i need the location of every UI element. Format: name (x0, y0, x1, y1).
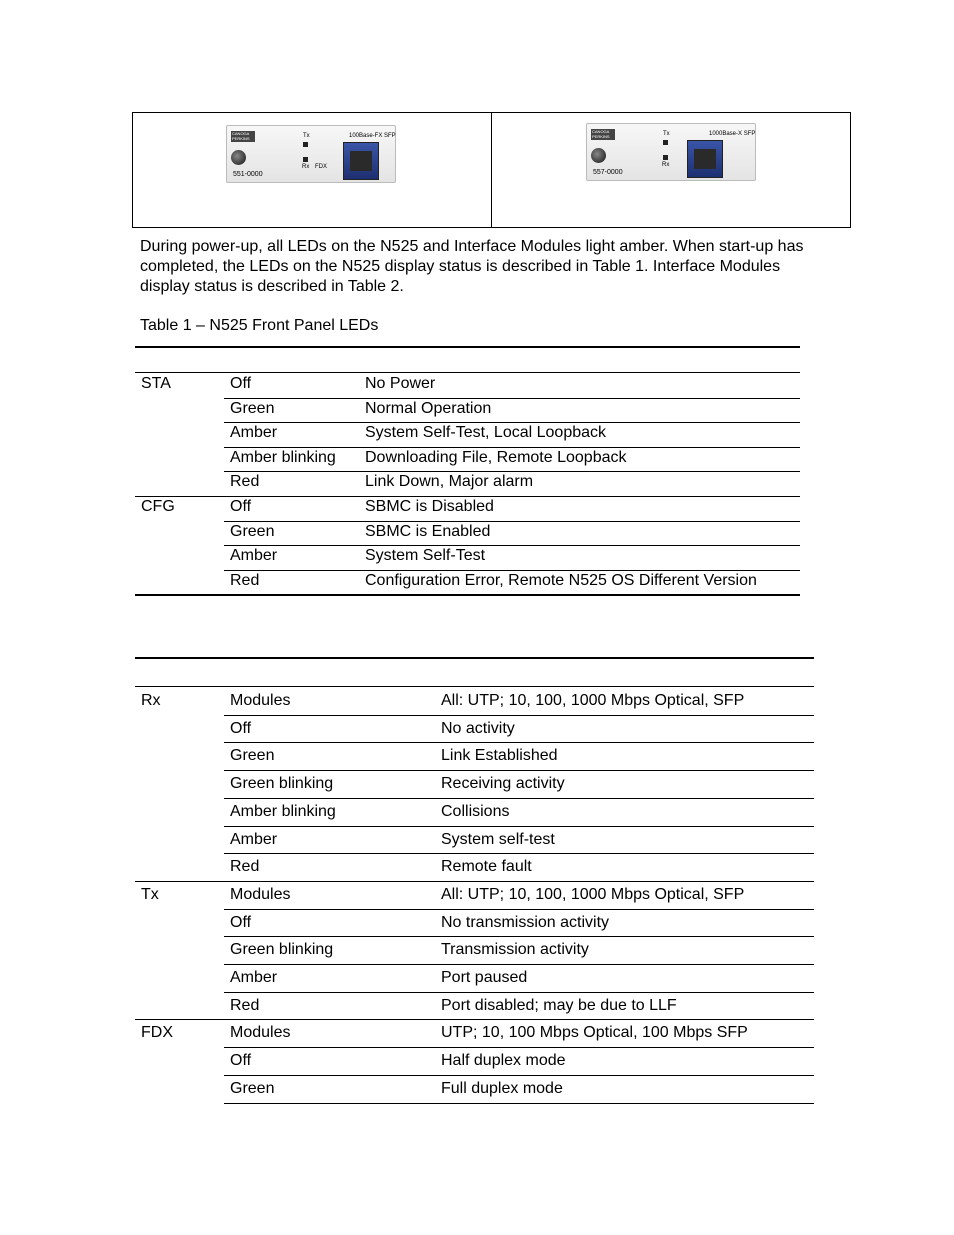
sfp-port-icon (687, 140, 723, 178)
tx-led-label: Tx (303, 133, 310, 139)
fdx-led-label: FDX (315, 164, 327, 170)
rx-led-label: Rx (662, 162, 670, 168)
table2-row-rule (224, 826, 814, 827)
table2-header-rule (135, 686, 814, 687)
table1-cell-desc: System Self-Test, Local Loopback (365, 424, 607, 442)
table2-cell-desc: Port disabled; may be due to LLF (441, 996, 677, 1014)
table2-row-rule (224, 936, 814, 937)
thumbscrew-icon (591, 148, 606, 163)
module-100base-fx-image (226, 125, 396, 183)
table2-row-rule (224, 798, 814, 799)
module-serial: 557-0000 (593, 169, 623, 176)
table2-row-rule (224, 992, 814, 993)
table1-cell-desc: Link Down, Major alarm (365, 473, 534, 491)
table2-cell-color: Red (230, 858, 260, 876)
sfp-port-icon (343, 142, 379, 180)
table2-cell-desc: Link Established (441, 747, 558, 765)
table2-cell-led: Tx (141, 885, 159, 903)
table2-cell-color: Green blinking (230, 941, 334, 959)
table2-row-rule (224, 715, 814, 716)
table2-row-rule (224, 1075, 814, 1076)
table1-cell-color: Green (230, 399, 275, 417)
table1-cell-color: Amber blinking (230, 448, 336, 466)
table2-cell-color: Green (230, 747, 275, 765)
table2-row-rule (224, 770, 814, 771)
rx-led-icon (303, 157, 308, 162)
table1-cell-led: STA (141, 375, 171, 392)
table2-cell-desc: All: UTP; 10, 100, 1000 Mbps Optical, SFP (441, 692, 745, 709)
table1-header-rule (135, 372, 800, 373)
tx-led-label: Tx (663, 131, 670, 137)
table1-cell-led: CFG (141, 498, 175, 515)
module-brand-logo: CANOGA PERKINS (231, 131, 255, 142)
table2-cell-desc: Half duplex mode (441, 1052, 566, 1070)
table2-cell-desc: Port paused (441, 969, 528, 986)
table2-row-rule (224, 742, 814, 743)
table1-cell-desc: No Power (365, 375, 436, 392)
module-image-cell-1 (133, 113, 491, 227)
table2-cell-desc: Transmission activity (441, 941, 589, 959)
table2-row-rule (224, 964, 814, 965)
module-name: 100Base-FX SFP (349, 133, 396, 139)
table1-row-rule (224, 545, 800, 546)
table1-cell-color: Amber (230, 424, 278, 442)
table2-cell-color: Green (230, 1079, 275, 1097)
table2-cell-desc: Full duplex mode (441, 1079, 563, 1097)
table2-cell-desc: Remote fault (441, 858, 532, 876)
module-1000base-x-image (586, 123, 756, 181)
table1-top-rule (135, 346, 800, 348)
table1-row-rule (224, 521, 800, 522)
table2-cell-desc: No activity (441, 719, 515, 737)
table1-cell-color: Amber (230, 547, 278, 565)
module-image-cell-2 (491, 113, 850, 227)
table2-cell-led: FDX (141, 1024, 173, 1042)
table2-row-rule (135, 881, 814, 882)
table2-cell-desc: No transmission activity (441, 913, 610, 931)
table2-cell-color: Modules (230, 1024, 291, 1042)
table2-cell-desc: UTP; 10, 100 Mbps Optical, 100 Mbps SFP (441, 1024, 748, 1042)
table2-cell-color: Amber (230, 830, 278, 848)
module-name: 1000Base-X SFP (709, 131, 756, 137)
intro-paragraph: During power-up, all LEDs on the N525 and Interface Modules light amber. When start-up has completed, the LEDs on the N525 display status is described in Table 1. Interface Modules display status is described in Table 2. (140, 238, 804, 295)
table2-row-rule (224, 853, 814, 854)
table1-cell-color: Red (230, 473, 260, 491)
table1-cell-color: Red (230, 571, 260, 589)
table2-cell-color: Red (230, 996, 260, 1014)
module-serial: 551-0000 (233, 171, 263, 178)
table2-cell-desc: System self-test (441, 830, 555, 848)
table2-cell-color: Modules (230, 885, 291, 903)
table1-cell-desc: SBMC is Disabled (365, 498, 494, 515)
table1-cell-desc: System Self-Test (365, 547, 486, 565)
table2-top-rule (135, 657, 814, 659)
module-brand-logo: CANOGA PERKINS (591, 129, 615, 140)
table2-row-rule (135, 1019, 814, 1020)
table1-cell-desc: Normal Operation (365, 399, 492, 417)
table1-cell-desc: Downloading File, Remote Loopback (365, 448, 627, 466)
tx-led-icon (663, 140, 668, 145)
table1-cell-desc: Configuration Error, Remote N525 OS Different Version (365, 571, 757, 589)
rx-led-label: Rx (302, 164, 310, 170)
table2-cell-desc: All: UTP; 10, 100, 1000 Mbps Optical, SFP (441, 885, 745, 903)
tx-led-icon (303, 142, 308, 147)
module-image-table (132, 112, 851, 228)
table2-row-rule (224, 909, 814, 910)
table2-row-rule (224, 1103, 814, 1104)
table2-row-rule (224, 1047, 814, 1048)
table2-cell-color: Off (230, 719, 252, 737)
table2-cell-color: Green blinking (230, 775, 334, 793)
table2-cell-desc: Receiving activity (441, 775, 565, 793)
table1-cell-color: Off (230, 498, 252, 515)
thumbscrew-icon (231, 150, 246, 165)
table1-row-rule (135, 594, 800, 596)
table1-cell-color: Green (230, 522, 275, 540)
table1-row-rule (224, 398, 800, 399)
table2-cell-desc: Collisions (441, 802, 510, 820)
table2-cell-color: Modules (230, 692, 291, 709)
rx-led-icon (663, 155, 668, 160)
table2-cell-color: Amber (230, 969, 278, 986)
table1-cell-color: Off (230, 375, 252, 392)
table1-cell-desc: SBMC is Enabled (365, 522, 491, 540)
table2-cell-color: Off (230, 913, 252, 931)
table2-cell-led: Rx (141, 692, 161, 709)
table1-caption: Table 1 – N525 Front Panel LEDs (140, 317, 379, 334)
table2-cell-color: Off (230, 1052, 252, 1070)
table2-cell-color: Amber blinking (230, 802, 336, 820)
